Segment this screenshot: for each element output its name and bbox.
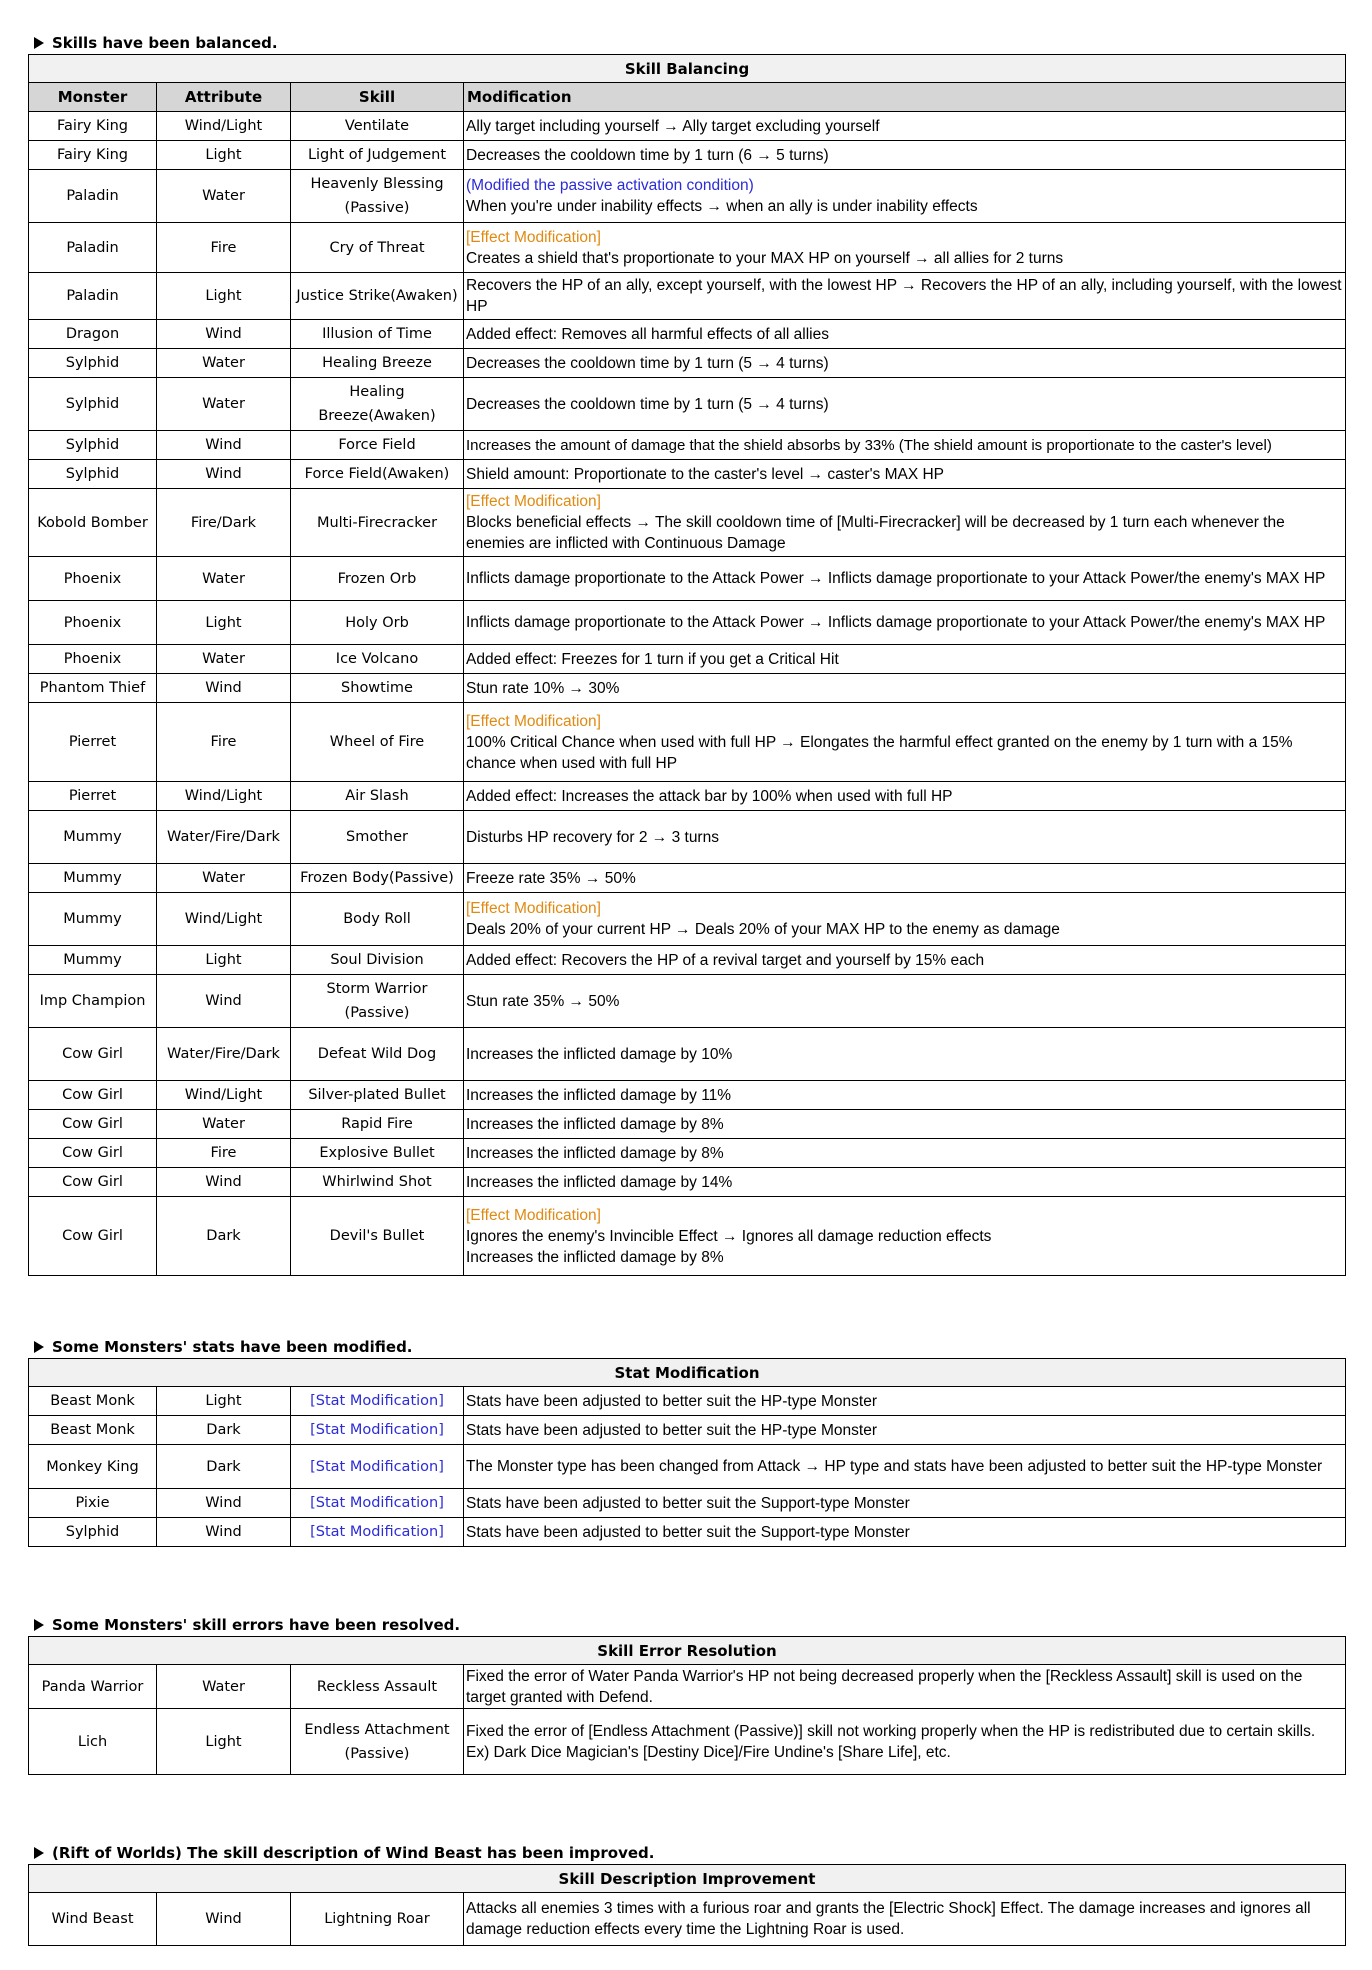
modification-text-line: Ex) Dark Dice Magician's [Destiny Dice]/Fire Undine's [Share Life], etc.	[466, 1743, 951, 1761]
skill-error-table	[28, 1636, 1346, 1775]
table-row	[29, 431, 1346, 460]
cell-monster: Mummy	[29, 811, 157, 864]
cell-attribute: Wind	[157, 320, 291, 349]
cell-skill: Frozen Body(Passive)	[291, 864, 464, 893]
cell-skill: Reckless Assault	[291, 1665, 464, 1709]
section-heading: (Rift of Worlds) The skill description of Wind Beast has been improved.	[28, 1842, 1346, 1864]
table-row	[29, 601, 1346, 645]
cell-modification	[464, 1081, 1346, 1110]
modification-text-line: Added effect: Recovers the HP of a revival target and yourself by 15% each	[466, 951, 985, 969]
modification-text-line: Added effect: Increases the attack bar by 100% when used with full HP	[466, 787, 953, 805]
cell-skill: [Stat Modification]	[291, 1518, 464, 1547]
triangle-bullet-icon	[34, 1619, 44, 1631]
table-row	[29, 946, 1346, 975]
modification-text-line: Freeze rate 35% → 50%	[466, 869, 636, 887]
cell-monster: Sylphid	[29, 349, 157, 378]
cell-modification	[464, 1489, 1346, 1518]
cell-monster: Cow Girl	[29, 1081, 157, 1110]
table-row	[29, 1665, 1346, 1709]
cell-monster: Dragon	[29, 320, 157, 349]
cell-skill: Justice Strike(Awaken)	[291, 273, 464, 320]
modification-text-line: Disturbs HP recovery for 2 → 3 turns	[466, 828, 719, 846]
modification-text-line: Fixed the error of [Endless Attachment (Passive)] skill not working properly when the HP is redistributed due to certain skills.	[466, 1722, 1316, 1740]
cell-attribute: Light	[157, 1387, 291, 1416]
modification-text-line: 100% Critical Chance when used with full HP → Elongates the harmful effect granted on the enemy by 1 turn with a 15% chance when used with full HP	[466, 733, 1293, 772]
cell-modification	[464, 864, 1346, 893]
cell-skill: Devil's Bullet	[291, 1197, 464, 1276]
cell-modification	[464, 703, 1346, 782]
cell-attribute: Wind	[157, 431, 291, 460]
table-row	[29, 378, 1346, 431]
cell-modification	[464, 1518, 1346, 1547]
cell-modification	[464, 1893, 1346, 1946]
cell-monster: Cow Girl	[29, 1197, 157, 1276]
modification-text-line: Increases the inflicted damage by 8%	[466, 1144, 724, 1162]
cell-modification	[464, 1168, 1346, 1197]
table-row	[29, 1028, 1346, 1081]
cell-skill: Multi-Firecracker	[291, 489, 464, 557]
table-title: Skill Balancing	[29, 55, 1346, 83]
cell-attribute: Wind	[157, 674, 291, 703]
cell-attribute: Dark	[157, 1197, 291, 1276]
cell-skill: [Stat Modification]	[291, 1489, 464, 1518]
table-row	[29, 864, 1346, 893]
table-row	[29, 1168, 1346, 1197]
cell-modification	[464, 1387, 1346, 1416]
cell-monster: Monkey King	[29, 1445, 157, 1489]
cell-skill: Ice Volcano	[291, 645, 464, 674]
cell-attribute: Light	[157, 946, 291, 975]
cell-modification	[464, 273, 1346, 320]
modification-text-line: [Effect Modification]	[466, 900, 601, 917]
table-row	[29, 703, 1346, 782]
cell-attribute: Water	[157, 1665, 291, 1709]
cell-skill: [Stat Modification]	[291, 1416, 464, 1445]
cell-monster: Pierret	[29, 703, 157, 782]
table-row	[29, 893, 1346, 946]
cell-skill: Healing Breeze	[291, 349, 464, 378]
modification-text-line: Increases the inflicted damage by 10%	[466, 1045, 733, 1063]
modification-text-line: When you're under inability effects → when an ally is under inability effects	[466, 198, 978, 215]
table-row	[29, 557, 1346, 601]
modification-text-line: Decreases the cooldown time by 1 turn (5 → 4 turns)	[466, 354, 829, 372]
skill-description-table	[28, 1864, 1346, 1946]
table-title: Skill Error Resolution	[29, 1637, 1346, 1665]
modification-text-line: Blocks beneficial effects → The skill cooldown time of [Multi-Firecracker] will be decreased by 1 turn each whenever the enemies are inflicted with Continuous Damage	[466, 514, 1285, 552]
cell-modification	[464, 349, 1346, 378]
table-row	[29, 782, 1346, 811]
cell-modification	[464, 645, 1346, 674]
cell-monster: Phoenix	[29, 557, 157, 601]
cell-monster: Panda Warrior	[29, 1665, 157, 1709]
cell-attribute: Fire	[157, 703, 291, 782]
table-row	[29, 141, 1346, 170]
cell-attribute: Water	[157, 170, 291, 223]
modification-text-line: Attacks all enemies 3 times with a furious roar and grants the [Electric Shock] Effect. The damage increases and ignores all damage reduction effects every time the Lightning Roar is used.	[466, 1900, 1311, 1938]
cell-monster: Phantom Thief	[29, 674, 157, 703]
modification-text-line: Stats have been adjusted to better suit the Support-type Monster	[466, 1494, 910, 1512]
table-row	[29, 1489, 1346, 1518]
cell-monster: Sylphid	[29, 431, 157, 460]
cell-attribute: Water/Fire/Dark	[157, 811, 291, 864]
cell-attribute: Water	[157, 378, 291, 431]
cell-skill: Soul Division	[291, 946, 464, 975]
table-row	[29, 1445, 1346, 1489]
section-heading: Some Monsters' skill errors have been resolved.	[28, 1614, 1346, 1636]
cell-skill: [Stat Modification]	[291, 1387, 464, 1416]
cell-skill: [Stat Modification]	[291, 1445, 464, 1489]
table-row	[29, 1518, 1346, 1547]
cell-monster: Cow Girl	[29, 1139, 157, 1168]
cell-modification	[464, 946, 1346, 975]
cell-attribute: Wind	[157, 975, 291, 1028]
cell-skill: Holy Orb	[291, 601, 464, 645]
cell-attribute: Fire	[157, 1139, 291, 1168]
modification-text-line: Added effect: Removes all harmful effects of all allies	[466, 325, 830, 343]
table-row	[29, 1709, 1346, 1775]
modification-text-line: Stats have been adjusted to better suit the Support-type Monster	[466, 1523, 910, 1541]
section-heading: Skills have been balanced.	[28, 32, 1346, 54]
cell-skill: Silver-plated Bullet	[291, 1081, 464, 1110]
cell-modification	[464, 674, 1346, 703]
table-row	[29, 112, 1346, 141]
cell-monster: Phoenix	[29, 645, 157, 674]
cell-modification	[464, 975, 1346, 1028]
table-row	[29, 1110, 1346, 1139]
cell-modification	[464, 489, 1346, 557]
cell-attribute: Wind	[157, 1893, 291, 1946]
cell-modification	[464, 782, 1346, 811]
table-row	[29, 320, 1346, 349]
table-row	[29, 1893, 1346, 1946]
table-row	[29, 489, 1346, 557]
cell-modification	[464, 601, 1346, 645]
cell-attribute: Dark	[157, 1416, 291, 1445]
cell-modification	[464, 223, 1346, 273]
cell-modification	[464, 1110, 1346, 1139]
table-title: Stat Modification	[29, 1359, 1346, 1387]
modification-text-line: Increases the inflicted damage by 8%	[466, 1115, 724, 1133]
cell-monster: Kobold Bomber	[29, 489, 157, 557]
cell-modification	[464, 170, 1346, 223]
modification-text-line: Stun rate 35% → 50%	[466, 992, 620, 1010]
section-heading: Some Monsters' stats have been modified.	[28, 1336, 1346, 1358]
cell-monster: Beast Monk	[29, 1387, 157, 1416]
table-row	[29, 811, 1346, 864]
cell-attribute: Wind/Light	[157, 1081, 291, 1110]
triangle-bullet-icon	[34, 1847, 44, 1859]
table-row	[29, 223, 1346, 273]
cell-attribute: Water/Fire/Dark	[157, 1028, 291, 1081]
cell-skill: Ventilate	[291, 112, 464, 141]
cell-modification	[464, 431, 1346, 460]
modification-text-line: [Effect Modification]	[466, 228, 601, 246]
stat-modification-table	[28, 1358, 1346, 1547]
cell-attribute: Water	[157, 864, 291, 893]
cell-modification	[464, 141, 1346, 170]
modification-text-line: Fixed the error of Water Panda Warrior's HP not being decreased properly when the [Reckless Assault] skill is used on the target granted with Defend.	[466, 1667, 1303, 1706]
cell-modification	[464, 557, 1346, 601]
cell-monster: Sylphid	[29, 460, 157, 489]
table-row	[29, 1081, 1346, 1110]
cell-attribute: Light	[157, 141, 291, 170]
cell-attribute: Water	[157, 645, 291, 674]
cell-monster: Cow Girl	[29, 1028, 157, 1081]
modification-text-line: Inflicts damage proportionate to the Attack Power → Inflicts damage proportionate to your Attack Power/the enemy's MAX HP	[466, 570, 1326, 587]
cell-attribute: Wind/Light	[157, 893, 291, 946]
cell-skill: Illusion of Time	[291, 320, 464, 349]
cell-modification	[464, 1416, 1346, 1445]
cell-attribute: Water	[157, 557, 291, 601]
cell-modification	[464, 893, 1346, 946]
modification-text-line: Inflicts damage proportionate to the Attack Power → Inflicts damage proportionate to your Attack Power/the enemy's MAX HP	[466, 614, 1326, 631]
modification-text-line: Added effect: Freezes for 1 turn if you get a Critical Hit	[466, 650, 839, 668]
cell-skill: Cry of Threat	[291, 223, 464, 273]
cell-attribute: Wind	[157, 1489, 291, 1518]
cell-monster: Pierret	[29, 782, 157, 811]
column-header-skill: Skill	[291, 83, 464, 112]
cell-skill: Lightning Roar	[291, 1893, 464, 1946]
cell-monster: Lich	[29, 1709, 157, 1775]
cell-monster: Mummy	[29, 893, 157, 946]
cell-modification	[464, 320, 1346, 349]
cell-skill: Smother	[291, 811, 464, 864]
cell-modification	[464, 1139, 1346, 1168]
table-row	[29, 975, 1346, 1028]
cell-attribute: Wind/Light	[157, 112, 291, 141]
modification-text-line: Decreases the cooldown time by 1 turn (5 → 4 turns)	[466, 395, 829, 413]
cell-attribute: Dark	[157, 1445, 291, 1489]
cell-skill: Force Field(Awaken)	[291, 460, 464, 489]
cell-skill: Defeat Wild Dog	[291, 1028, 464, 1081]
table-row	[29, 460, 1346, 489]
modification-text-line: Ignores the enemy's Invincible Effect → Ignores all damage reduction effects	[466, 1227, 992, 1245]
table-row	[29, 674, 1346, 703]
cell-modification	[464, 1709, 1346, 1775]
column-header-modification: Modification	[464, 83, 1346, 112]
cell-skill: Force Field	[291, 431, 464, 460]
cell-attribute: Light	[157, 601, 291, 645]
cell-monster: Sylphid	[29, 1518, 157, 1547]
cell-monster: Fairy King	[29, 112, 157, 141]
cell-attribute: Wind	[157, 1518, 291, 1547]
cell-attribute: Wind	[157, 1168, 291, 1197]
table-row	[29, 1139, 1346, 1168]
cell-monster: Beast Monk	[29, 1416, 157, 1445]
cell-skill: Frozen Orb	[291, 557, 464, 601]
cell-monster: Cow Girl	[29, 1110, 157, 1139]
table-row	[29, 1416, 1346, 1445]
cell-skill: Explosive Bullet	[291, 1139, 464, 1168]
cell-skill: Wheel of Fire	[291, 703, 464, 782]
modification-text-line: [Effect Modification]	[466, 1206, 601, 1224]
cell-modification	[464, 1445, 1346, 1489]
triangle-bullet-icon	[34, 1341, 44, 1353]
modification-text-line: Increases the inflicted damage by 8%	[466, 1248, 724, 1266]
modification-text-line: Increases the inflicted damage by 11%	[466, 1086, 732, 1104]
modification-text-line: The Monster type has been changed from Attack → HP type and stats have been adjusted to better suit the HP-type Monster	[466, 1458, 1323, 1475]
cell-attribute: Light	[157, 273, 291, 320]
modification-text-line: Ally target including yourself → Ally target excluding yourself	[466, 117, 880, 135]
skill-balancing-section	[28, 32, 1346, 1276]
cell-modification	[464, 460, 1346, 489]
triangle-bullet-icon	[34, 37, 44, 49]
cell-monster: Cow Girl	[29, 1168, 157, 1197]
table-row	[29, 1387, 1346, 1416]
stat-modification-section	[28, 1336, 1346, 1547]
cell-attribute: Water	[157, 1110, 291, 1139]
modification-text-line: Increases the amount of damage that the shield absorbs by 33% (The shield amount is proportionate to the caster's level)	[466, 436, 1272, 454]
cell-modification	[464, 1665, 1346, 1709]
cell-modification	[464, 1197, 1346, 1276]
modification-text-line: (Modified the passive activation condition)	[466, 177, 754, 194]
skill-error-section	[28, 1614, 1346, 1775]
cell-skill: Showtime	[291, 674, 464, 703]
cell-monster: Paladin	[29, 273, 157, 320]
modification-text-line: Stats have been adjusted to better suit the HP-type Monster	[466, 1392, 877, 1410]
skill-description-section	[28, 1842, 1346, 1946]
cell-skill: Body Roll	[291, 893, 464, 946]
cell-modification	[464, 112, 1346, 141]
cell-attribute: Light	[157, 1709, 291, 1775]
cell-skill: Rapid Fire	[291, 1110, 464, 1139]
cell-modification	[464, 811, 1346, 864]
modification-text-line: Recovers the HP of an ally, except yourself, with the lowest HP → Recovers the HP of an ally, including yourself, with the lowest HP	[466, 277, 1342, 315]
cell-monster: Pixie	[29, 1489, 157, 1518]
cell-skill: Light of Judgement	[291, 141, 464, 170]
cell-skill: Whirlwind Shot	[291, 1168, 464, 1197]
cell-monster: Paladin	[29, 170, 157, 223]
modification-text-line: Stun rate 10% → 30%	[466, 679, 620, 697]
cell-monster: Fairy King	[29, 141, 157, 170]
cell-attribute: Wind	[157, 460, 291, 489]
table-title: Skill Description Improvement	[29, 1865, 1346, 1893]
skill-balancing-table	[28, 54, 1346, 1276]
table-row	[29, 1197, 1346, 1276]
modification-text-line: Shield amount: Proportionate to the caster's level → caster's MAX HP	[466, 465, 945, 483]
cell-monster: Mummy	[29, 946, 157, 975]
cell-skill: Air Slash	[291, 782, 464, 811]
cell-skill: Endless Attachment (Passive)	[291, 1709, 464, 1775]
cell-modification	[464, 378, 1346, 431]
cell-attribute: Fire	[157, 223, 291, 273]
modification-text-line: Deals 20% of your current HP → Deals 20% of your MAX HP to the enemy as damage	[466, 921, 1060, 938]
table-row	[29, 273, 1346, 320]
modification-text-line: Creates a shield that's proportionate to your MAX HP on yourself → all allies for 2 turns	[466, 249, 1064, 267]
cell-monster: Paladin	[29, 223, 157, 273]
cell-monster: Sylphid	[29, 378, 157, 431]
cell-modification	[464, 1028, 1346, 1081]
column-header-attribute: Attribute	[157, 83, 291, 112]
cell-skill: Storm Warrior (Passive)	[291, 975, 464, 1028]
table-row	[29, 170, 1346, 223]
modification-text-line: Increases the inflicted damage by 14%	[466, 1173, 733, 1191]
cell-skill: Heavenly Blessing (Passive)	[291, 170, 464, 223]
cell-skill: Healing Breeze(Awaken)	[291, 378, 464, 431]
cell-monster: Wind Beast	[29, 1893, 157, 1946]
cell-attribute: Wind/Light	[157, 782, 291, 811]
cell-monster: Phoenix	[29, 601, 157, 645]
column-header-monster: Monster	[29, 83, 157, 112]
cell-attribute: Water	[157, 349, 291, 378]
table-row	[29, 349, 1346, 378]
cell-attribute: Fire/Dark	[157, 489, 291, 557]
modification-text-line: Stats have been adjusted to better suit the HP-type Monster	[466, 1421, 877, 1439]
modification-text-line: [Effect Modification]	[466, 493, 601, 510]
modification-text-line: Decreases the cooldown time by 1 turn (6 → 5 turns)	[466, 146, 829, 164]
table-row	[29, 645, 1346, 674]
cell-monster: Mummy	[29, 864, 157, 893]
cell-monster: Imp Champion	[29, 975, 157, 1028]
modification-text-line: [Effect Modification]	[466, 712, 601, 730]
